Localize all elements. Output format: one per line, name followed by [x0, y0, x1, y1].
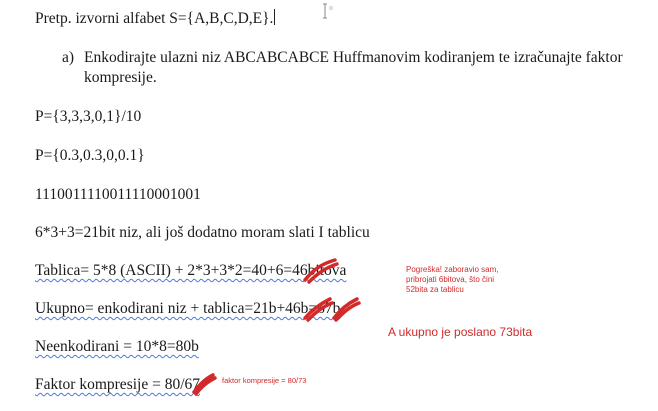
- text-cursor: [274, 9, 275, 25]
- task-marker: a): [62, 49, 75, 66]
- probability-line-1: P={3,3,3,0,1}/10: [35, 108, 142, 125]
- encoded-bitstring: 1110011110011110001001: [35, 186, 201, 203]
- tablica-line: Tablica= 5*8 (ASCII) + 2*3+3*2=40+6=46bitova: [35, 262, 347, 279]
- pogreska-note: [406, 265, 499, 295]
- ukupno-note: A ukupno je poslano 73bita: [388, 325, 533, 339]
- task-line-2: kompresije.: [84, 69, 157, 86]
- pogreska-note-line-3: 52bita za tablicu: [406, 285, 464, 294]
- ibeam-cursor-icon: [320, 3, 334, 21]
- task-line-1: Enkodirajte ulazni niz ABCABCABCE Huffmanovim kodiranjem te izračunajte faktor: [84, 49, 623, 66]
- bits-line: 6*3+3=21bit niz, ali još dodatno moram slati I tablicu: [35, 224, 370, 241]
- intro-line: [35, 9, 275, 29]
- pogreska-note-line-2: pribrojati 6bitova, što čini: [406, 275, 495, 284]
- ukupno-line: Ukupno= enkodirani niz + tablica=21b+46b=67b: [35, 300, 341, 317]
- neenkodirani-line: Neenkodirani = 10*8=80b: [35, 338, 199, 355]
- faktor-note: faktor kompresije = 80/73: [222, 376, 307, 385]
- intro-text: Pretp. izvorni alfabet S={A,B,C,D,E}.: [35, 10, 274, 27]
- pogreska-note-line-1: Pogreška! zaboravio sam,: [406, 265, 499, 274]
- faktor-line: Faktor kompresije = 80/67: [35, 376, 201, 393]
- probability-line-2: P={0.3,0.3,0,0.1}: [35, 147, 145, 164]
